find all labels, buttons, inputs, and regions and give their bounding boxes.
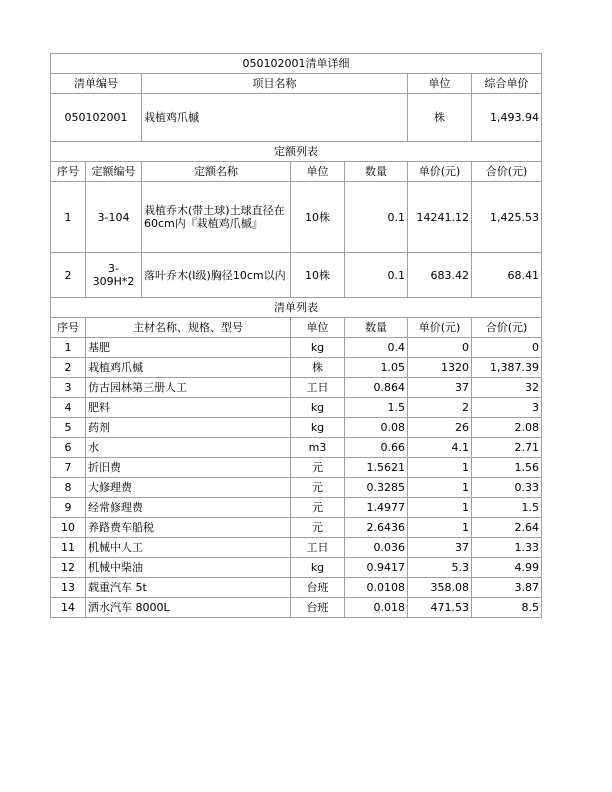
materials-header-price: 单价(元) (408, 318, 472, 338)
material-row (51, 558, 542, 578)
material-price: 0 (408, 338, 472, 358)
material-price: 5.3 (408, 558, 472, 578)
material-no: 2 (51, 358, 86, 378)
quota-header-qty: 数量 (345, 162, 408, 182)
material-qty: 0.018 (345, 598, 408, 618)
materials-header-unit: 单位 (291, 318, 345, 338)
header-code: 清单编号 (51, 74, 142, 94)
material-name: 大修理费 (86, 478, 291, 498)
material-total: 1.5 (472, 498, 542, 518)
header-unit: 单位 (408, 74, 472, 94)
material-unit: kg (291, 398, 345, 418)
material-row (51, 538, 542, 558)
material-no: 9 (51, 498, 86, 518)
material-unit: 台班 (291, 598, 345, 618)
material-unit: 元 (291, 478, 345, 498)
summary-unit: 株 (408, 94, 472, 142)
quota-name: 栽植乔木(带土球)土球直径在60cm内『栽植鸡爪槭』 (142, 182, 291, 253)
material-no: 6 (51, 438, 86, 458)
material-unit: kg (291, 418, 345, 438)
material-name: 载重汽车 5t (86, 578, 291, 598)
material-total: 0 (472, 338, 542, 358)
quota-row (51, 182, 542, 253)
material-row (51, 358, 542, 378)
material-name: 栽植鸡爪槭 (86, 358, 291, 378)
material-price: 1320 (408, 358, 472, 378)
material-total: 1.56 (472, 458, 542, 478)
materials-section-title: 清单列表 (51, 298, 542, 318)
quota-total: 68.41 (472, 253, 542, 298)
material-name: 药剂 (86, 418, 291, 438)
quota-header-code: 定额编号 (86, 162, 142, 182)
material-unit: 元 (291, 458, 345, 478)
material-no: 12 (51, 558, 86, 578)
material-qty: 0.3285 (345, 478, 408, 498)
material-name: 机械中柴油 (86, 558, 291, 578)
material-no: 3 (51, 378, 86, 398)
header-price: 综合单价 (472, 74, 542, 94)
bill-detail-table (50, 53, 542, 618)
material-unit: 工日 (291, 538, 345, 558)
material-total: 1.33 (472, 538, 542, 558)
material-name: 基肥 (86, 338, 291, 358)
material-total: 3.87 (472, 578, 542, 598)
material-total: 1,387.39 (472, 358, 542, 378)
material-qty: 1.05 (345, 358, 408, 378)
material-row (51, 578, 542, 598)
material-name: 养路费车船税 (86, 518, 291, 538)
quota-name: 落叶乔木(I级)胸径10cm以内 (142, 253, 291, 298)
material-row (51, 418, 542, 438)
material-total: 4.99 (472, 558, 542, 578)
material-price: 471.53 (408, 598, 472, 618)
material-no: 11 (51, 538, 86, 558)
material-qty: 0.66 (345, 438, 408, 458)
material-name: 肥料 (86, 398, 291, 418)
material-total: 0.33 (472, 478, 542, 498)
material-no: 5 (51, 418, 86, 438)
material-qty: 0.9417 (345, 558, 408, 578)
material-total: 2.71 (472, 438, 542, 458)
material-name: 洒水汽车 8000L (86, 598, 291, 618)
material-no: 10 (51, 518, 86, 538)
material-name: 水 (86, 438, 291, 458)
material-qty: 0.08 (345, 418, 408, 438)
material-price: 1 (408, 458, 472, 478)
material-qty: 0.864 (345, 378, 408, 398)
material-qty: 1.5 (345, 398, 408, 418)
quota-header-total: 合价(元) (472, 162, 542, 182)
material-row (51, 518, 542, 538)
quota-qty: 0.1 (345, 253, 408, 298)
materials-header-qty: 数量 (345, 318, 408, 338)
material-row (51, 338, 542, 358)
material-total: 3 (472, 398, 542, 418)
material-price: 37 (408, 378, 472, 398)
quota-price: 14241.12 (408, 182, 472, 253)
quota-no: 1 (51, 182, 86, 253)
material-row (51, 398, 542, 418)
material-total: 32 (472, 378, 542, 398)
material-qty: 2.6436 (345, 518, 408, 538)
material-price: 358.08 (408, 578, 472, 598)
quota-header-name: 定额名称 (142, 162, 291, 182)
material-price: 37 (408, 538, 472, 558)
material-qty: 0.4 (345, 338, 408, 358)
quota-row (51, 253, 542, 298)
material-qty: 0.036 (345, 538, 408, 558)
header-name: 项目名称 (142, 74, 408, 94)
material-name: 经常修理费 (86, 498, 291, 518)
material-price: 1 (408, 498, 472, 518)
material-price: 26 (408, 418, 472, 438)
material-row (51, 478, 542, 498)
material-unit: 株 (291, 358, 345, 378)
material-no: 7 (51, 458, 86, 478)
material-qty: 0.0108 (345, 578, 408, 598)
quota-section-title: 定额列表 (51, 142, 542, 162)
material-row (51, 458, 542, 478)
material-price: 4.1 (408, 438, 472, 458)
material-row (51, 598, 542, 618)
material-unit: kg (291, 338, 345, 358)
summary-price: 1,493.94 (472, 94, 542, 142)
material-unit: 元 (291, 498, 345, 518)
quota-code: 3-309H*2 (86, 253, 142, 298)
quota-unit: 10株 (291, 182, 345, 253)
quota-code: 3-104 (86, 182, 142, 253)
material-unit: 元 (291, 518, 345, 538)
material-name: 仿古园林第三册人工 (86, 378, 291, 398)
materials-header-total: 合价(元) (472, 318, 542, 338)
material-unit: m3 (291, 438, 345, 458)
material-no: 4 (51, 398, 86, 418)
quota-header-no: 序号 (51, 162, 86, 182)
material-price: 1 (408, 518, 472, 538)
quota-header-price: 单价(元) (408, 162, 472, 182)
material-no: 1 (51, 338, 86, 358)
quota-no: 2 (51, 253, 86, 298)
material-row (51, 378, 542, 398)
materials-header-name: 主材名称、规格、型号 (86, 318, 291, 338)
material-price: 2 (408, 398, 472, 418)
material-name: 机械中人工 (86, 538, 291, 558)
material-row (51, 498, 542, 518)
material-name: 折旧费 (86, 458, 291, 478)
material-no: 8 (51, 478, 86, 498)
material-total: 2.08 (472, 418, 542, 438)
material-qty: 1.5621 (345, 458, 408, 478)
material-total: 8.5 (472, 598, 542, 618)
material-qty: 1.4977 (345, 498, 408, 518)
material-row (51, 438, 542, 458)
material-no: 14 (51, 598, 86, 618)
material-price: 1 (408, 478, 472, 498)
quota-unit: 10株 (291, 253, 345, 298)
materials-header-no: 序号 (51, 318, 86, 338)
table-title: 050102001清单详细 (51, 54, 542, 74)
quota-header-unit: 单位 (291, 162, 345, 182)
material-unit: 台班 (291, 578, 345, 598)
material-no: 13 (51, 578, 86, 598)
quota-total: 1,425.53 (472, 182, 542, 253)
quota-price: 683.42 (408, 253, 472, 298)
quota-qty: 0.1 (345, 182, 408, 253)
material-unit: 工日 (291, 378, 345, 398)
summary-code: 050102001 (51, 94, 142, 142)
summary-name: 栽植鸡爪槭 (142, 94, 408, 142)
material-total: 2.64 (472, 518, 542, 538)
material-unit: kg (291, 558, 345, 578)
